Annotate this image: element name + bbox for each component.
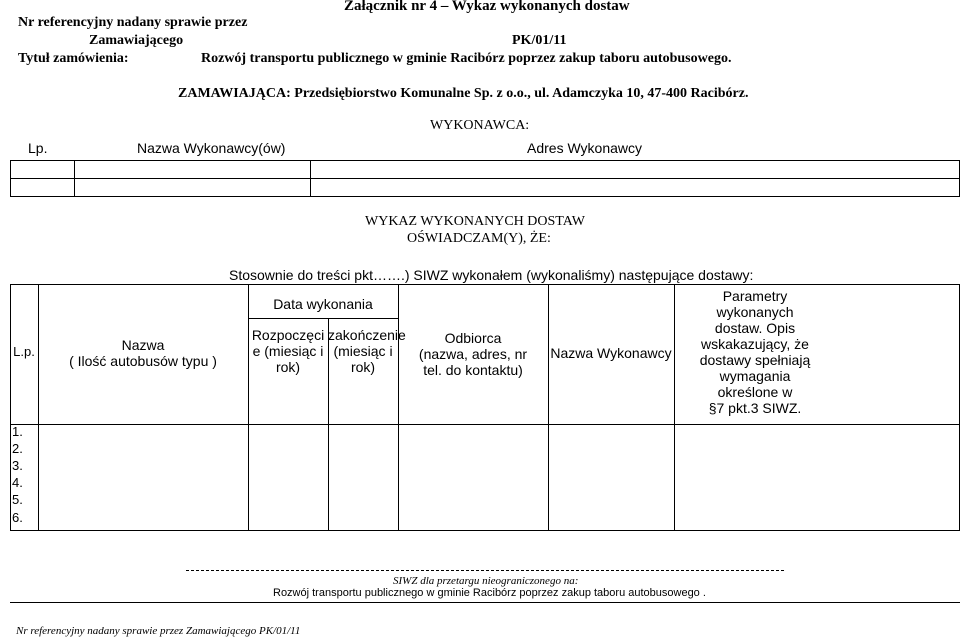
declaration: OŚWIADCZAM(Y), ŻE: — [407, 231, 551, 246]
annex-title: Załącznik nr 4 – Wykaz wykonanych dostaw — [344, 0, 630, 14]
footer-separator — [186, 570, 784, 571]
col-end-header: zakończenie (miesiąc i rok) — [328, 327, 406, 375]
order-title: Rozwój transportu publicznego w gminie Racibórz poprzez zakup taboru autobusowego. — [201, 51, 732, 66]
footer-reference-text: Nr referencyjny nadany sprawie przez Zamawiającego PK/01/11 — [16, 625, 301, 637]
client-info: ZAMAWIAJĄCA: Przedsiębiorstwo Komunalne Sp. z o.o., ul. Adamczyka 10, 47-400 Racibórz. — [178, 86, 749, 101]
contractor-col-address: Adres Wykonawcy — [527, 140, 643, 156]
col-start-header: Rozpoczęci e (miesiąc i rok) — [251, 327, 325, 375]
row-number: 1. — [12, 424, 23, 439]
row-number: 4. — [12, 475, 23, 490]
footer-reference — [16, 625, 300, 637]
reference-label-line2: Zamawiającego — [89, 33, 184, 48]
footer-project: Rozwój transportu publicznego w gminie Racibórz poprzez zakup taboru autobusowego . — [273, 587, 706, 599]
contractor-col-lp: Lp. — [28, 140, 48, 156]
footer-siwz-note: SIWZ dla przetargu nieograniczonego na: — [393, 575, 579, 587]
row-number: 6. — [12, 510, 23, 525]
contractor-col-name: Nazwa Wykonawcy(ów) — [137, 140, 286, 156]
col-params-header: Parametry wykonanych dostaw. Opis wskakazujący, że dostawy spełniają wymagania określone w §7 pkt.3 SIWZ. — [699, 288, 811, 416]
footer-rule — [10, 602, 960, 603]
order-title-label: Tytuł zamówienia: — [18, 51, 129, 66]
reference-label-line1: Nr referencyjny nadany sprawie przez — [18, 15, 248, 30]
list-intro: Stosownie do treści pkt…….) SIWZ wykonałem (wykonaliśmy) następujące dostawy: — [229, 267, 754, 283]
list-title: WYKAZ WYKONANYCH DOSTAW — [365, 214, 585, 229]
col-recipient-header: Odbiorca (nazwa, adres, nr tel. do kontaktu) — [418, 330, 528, 378]
reference-number: PK/01/11 — [512, 33, 567, 48]
row-number: 5. — [12, 492, 23, 507]
col-contractor-header: Nazwa Wykonawcy — [550, 345, 672, 361]
row-number: 2. — [12, 441, 23, 456]
contractor-heading: WYKONAWCA: — [430, 118, 530, 133]
col-name-header: Nazwa ( Ilość autobusów typu ) — [69, 337, 217, 369]
row-number: 3. — [12, 458, 23, 473]
col-lp-header: L.p. — [13, 344, 35, 359]
col-date-header: Data wykonania — [273, 296, 373, 312]
